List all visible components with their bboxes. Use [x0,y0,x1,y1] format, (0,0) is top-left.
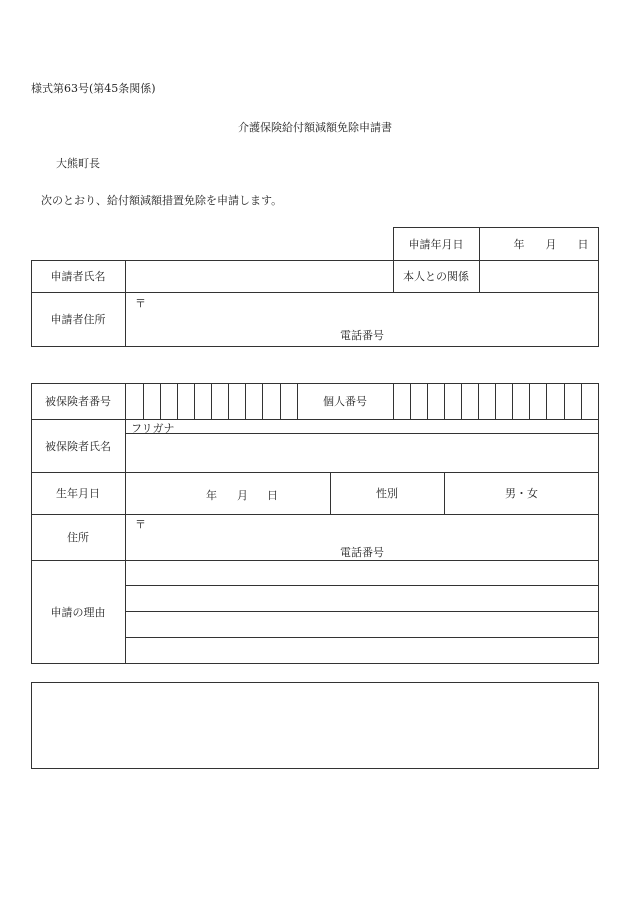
personal-number-input[interactable] [394,384,598,419]
insured-number-digit [211,384,228,419]
relation-label: 本人との関係 [403,270,469,283]
gender-select[interactable]: 男・女 [505,487,538,500]
personal-number-digit [394,384,411,419]
reason-line[interactable] [126,561,598,585]
personal-number-digit [411,384,428,419]
date-month: 月 [545,237,557,251]
insured-number-digit [194,384,211,419]
insured-number-digit [228,384,245,419]
personal-number-digit [513,384,530,419]
notes-box[interactable] [31,682,599,769]
reason-line[interactable] [126,638,598,663]
form-number: 様式第63号(第45条関係) [31,82,156,95]
applicant-phone-label: 電話番号 [340,329,384,342]
insured-number-digit [126,384,143,419]
insured-name-input[interactable] [126,434,598,472]
intro-text: 次のとおり、給付額減額措置免除を申請します。 [41,194,283,207]
date-field[interactable] [479,227,599,260]
relation-input[interactable] [479,260,599,292]
insured-number-label: 被保険者番号 [45,395,111,408]
furigana-label: フリガナ [131,422,175,435]
insured-number-digit [262,384,279,419]
birth-date-label: 生年月日 [56,487,100,500]
insured-number-digit [177,384,194,419]
reason-line[interactable] [126,612,598,637]
form-title: 介護保険給付額減額免除申請書 [238,121,392,134]
applicant-name-label: 申請者氏名 [50,270,106,283]
personal-number-digit [564,384,581,419]
personal-number-digit [462,384,479,419]
applicant-address-label: 申請者住所 [50,313,106,326]
personal-number-digit [581,384,598,419]
insured-number-digit [279,384,296,419]
insured-number-digit [245,384,262,419]
personal-number-digit [445,384,462,419]
date-label: 申請年月日 [408,237,464,251]
personal-number-digit [496,384,513,419]
personal-number-label: 個人番号 [323,395,367,408]
date-year: 年 [513,237,525,251]
reason-label: 申請の理由 [50,605,106,619]
insured-name-label: 被保険者氏名 [45,439,111,453]
personal-number-digit [428,384,445,419]
insured-phone-label: 電話番号 [340,546,384,559]
insured-number-digit [143,384,160,419]
birth-month: 月 [237,489,248,502]
applicant-name-input[interactable] [125,260,393,292]
postal-mark: 〒 [135,297,146,310]
gender-label: 性別 [376,487,398,500]
reason-line[interactable] [126,586,598,611]
personal-number-digit [479,384,496,419]
insured-address-label: 住所 [67,531,89,544]
birth-day: 日 [267,489,278,502]
applicant-address-input[interactable] [126,293,598,346]
insured-number-input[interactable] [126,384,297,419]
date-day: 日 [577,237,589,251]
personal-number-digit [547,384,564,419]
personal-number-digit [530,384,547,419]
birth-date-input[interactable] [126,473,330,514]
addressee: 大熊町長 [56,157,100,170]
insured-address-input[interactable] [126,515,598,560]
postal-mark: 〒 [135,518,146,531]
insured-number-digit [160,384,177,419]
birth-year: 年 [206,489,217,502]
